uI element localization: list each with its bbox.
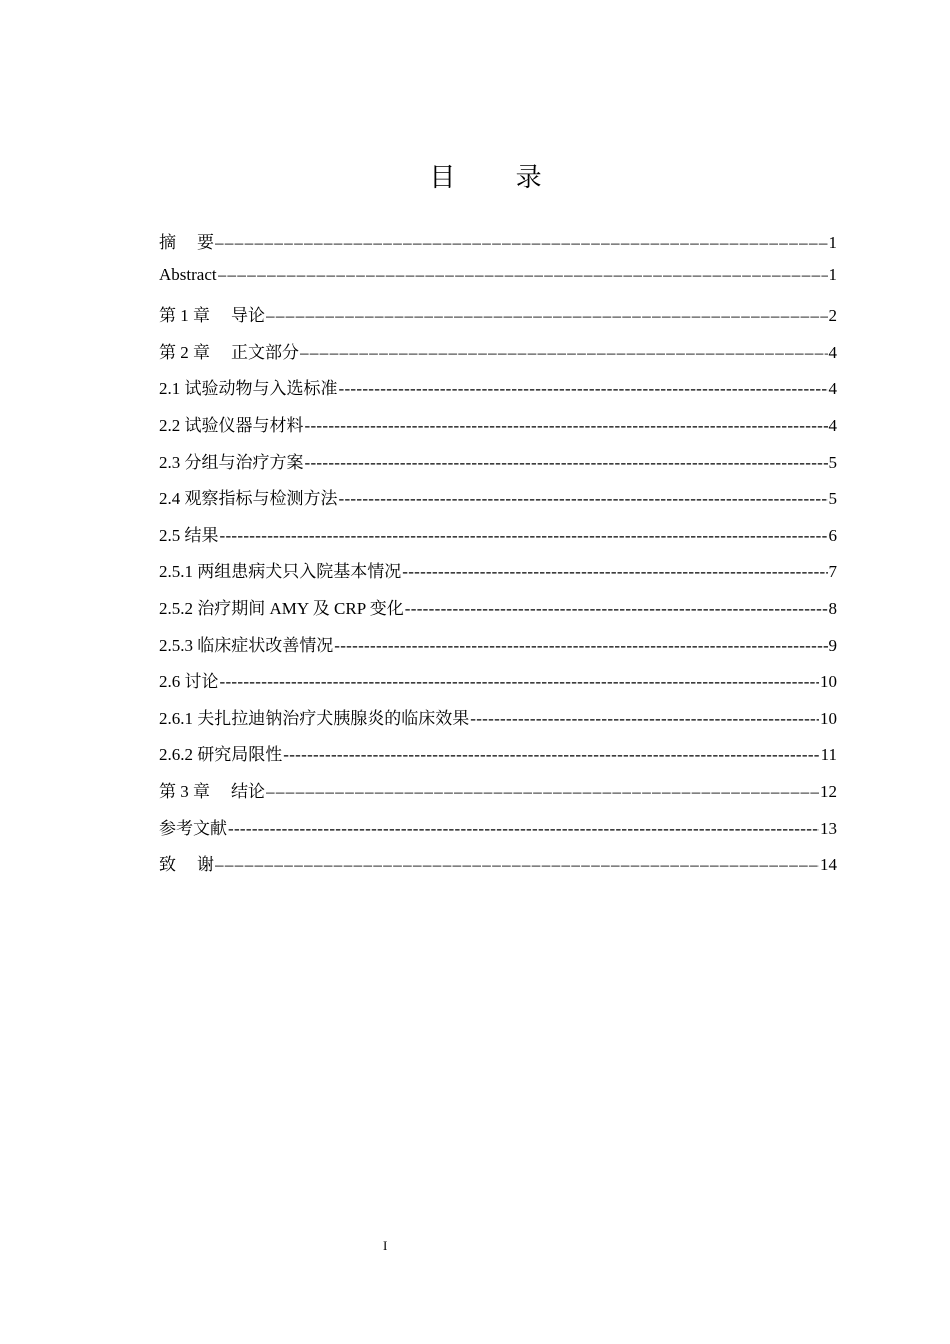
toc-leader xyxy=(339,489,828,509)
toc-leader xyxy=(339,379,828,399)
toc-entry-label: 第 3 章 xyxy=(159,781,210,801)
toc-leader xyxy=(220,526,828,546)
toc-leader xyxy=(305,453,828,473)
toc-entry-label: 2.6 讨论 xyxy=(159,672,219,692)
toc-entry-2-6[interactable] xyxy=(159,667,837,704)
toc-entry-page: 4 xyxy=(828,342,837,362)
toc-entry-chapter-2[interactable] xyxy=(159,338,837,375)
toc-entry-label: 2.6.1 夫扎拉迪钠治疗犬胰腺炎的临床效果 xyxy=(159,708,470,728)
toc-entry-label: 2.6.2 研究局限性 xyxy=(159,745,283,765)
toc-leader xyxy=(402,562,827,582)
toc-entry-page: 1 xyxy=(828,233,837,252)
toc-entry-page: 14 xyxy=(820,855,837,875)
toc-leader xyxy=(215,855,819,875)
toc-entry-references[interactable] xyxy=(159,814,837,851)
toc-leader xyxy=(266,782,819,802)
toc-entry-label: 致 xyxy=(159,855,176,875)
toc-entry-page: 12 xyxy=(820,781,837,801)
toc-entry-label: 摘 xyxy=(159,233,176,252)
toc-entry-label: 2.5.2 治疗期间 AMY 及 CRP 变化 xyxy=(159,598,404,618)
toc-entry-label: Abstract xyxy=(159,264,217,284)
toc-leader xyxy=(218,265,828,285)
toc-entry-page: 4 xyxy=(828,379,837,399)
toc-leader xyxy=(300,343,828,363)
toc-entry-label: 要 xyxy=(197,233,214,252)
toc-entry-page: 10 xyxy=(820,672,837,692)
toc-entry-abstract-cn[interactable] xyxy=(159,228,837,265)
toc-entry-page: 10 xyxy=(820,708,837,728)
toc-entry-page: 8 xyxy=(828,598,837,618)
toc-leader xyxy=(283,745,819,765)
toc-entry-label: 第 1 章 xyxy=(159,306,210,326)
toc-leader xyxy=(220,672,820,692)
toc-entry-label: 结论 xyxy=(231,781,265,801)
table-of-contents xyxy=(159,228,837,887)
toc-entry-2-5-3[interactable] xyxy=(159,631,837,668)
toc-entry-page: 11 xyxy=(820,745,837,765)
toc-leader xyxy=(228,819,819,839)
toc-entry-page: 1 xyxy=(828,264,837,284)
toc-entry-2-1[interactable] xyxy=(159,374,837,411)
toc-entry-2-3[interactable] xyxy=(159,448,837,485)
toc-leader xyxy=(470,709,819,729)
toc-leader xyxy=(215,233,828,253)
toc-entry-page: 7 xyxy=(828,562,837,582)
toc-entry-2-5-2[interactable] xyxy=(159,594,837,631)
toc-entry-label: 导论 xyxy=(231,306,265,326)
toc-entry-2-5-1[interactable] xyxy=(159,557,837,594)
page-number: I xyxy=(383,1238,388,1253)
toc-entry-label: 2.4 观察指标与检测方法 xyxy=(159,489,338,509)
toc-entry-page: 4 xyxy=(828,415,837,435)
toc-entry-label: 2.1 试验动物与入选标准 xyxy=(159,379,338,399)
toc-entry-2-4[interactable] xyxy=(159,484,837,521)
toc-title: 目 录 xyxy=(429,163,568,193)
toc-entry-abstract-en[interactable] xyxy=(159,265,837,302)
toc-entry-label: 2.5.3 临床症状改善情况 xyxy=(159,635,334,655)
toc-entry-page: 13 xyxy=(820,818,837,838)
toc-entry-label: 2.2 试验仪器与材料 xyxy=(159,415,304,435)
toc-entry-page: 9 xyxy=(828,635,837,655)
toc-entry-label: 2.3 分组与治疗方案 xyxy=(159,452,304,472)
toc-entry-page: 5 xyxy=(828,489,837,509)
toc-entry-2-2[interactable] xyxy=(159,411,837,448)
toc-entry-label: 正文部分 xyxy=(231,342,299,362)
toc-entry-label: 2.5 结果 xyxy=(159,525,219,545)
toc-entry-label: 2.5.1 两组患病犬只入院基本情况 xyxy=(159,562,402,582)
toc-entry-2-5[interactable] xyxy=(159,521,837,558)
toc-entry-label: 谢 xyxy=(197,855,214,875)
toc-leader xyxy=(405,599,828,619)
toc-entry-acknowledgements[interactable] xyxy=(159,850,837,887)
toc-entry-2-6-2[interactable] xyxy=(159,740,837,777)
toc-entry-2-6-1[interactable] xyxy=(159,704,837,741)
toc-leader xyxy=(305,416,828,436)
toc-entry-chapter-1[interactable] xyxy=(159,301,837,338)
toc-entry-page: 2 xyxy=(828,306,837,326)
toc-entry-chapter-3[interactable] xyxy=(159,777,837,814)
toc-entry-page: 5 xyxy=(828,452,837,472)
toc-entry-label: 第 2 章 xyxy=(159,342,210,362)
toc-entry-page: 6 xyxy=(828,525,837,545)
toc-leader xyxy=(266,306,828,326)
toc-entry-label: 参考文献 xyxy=(159,818,227,838)
toc-leader xyxy=(334,636,827,656)
